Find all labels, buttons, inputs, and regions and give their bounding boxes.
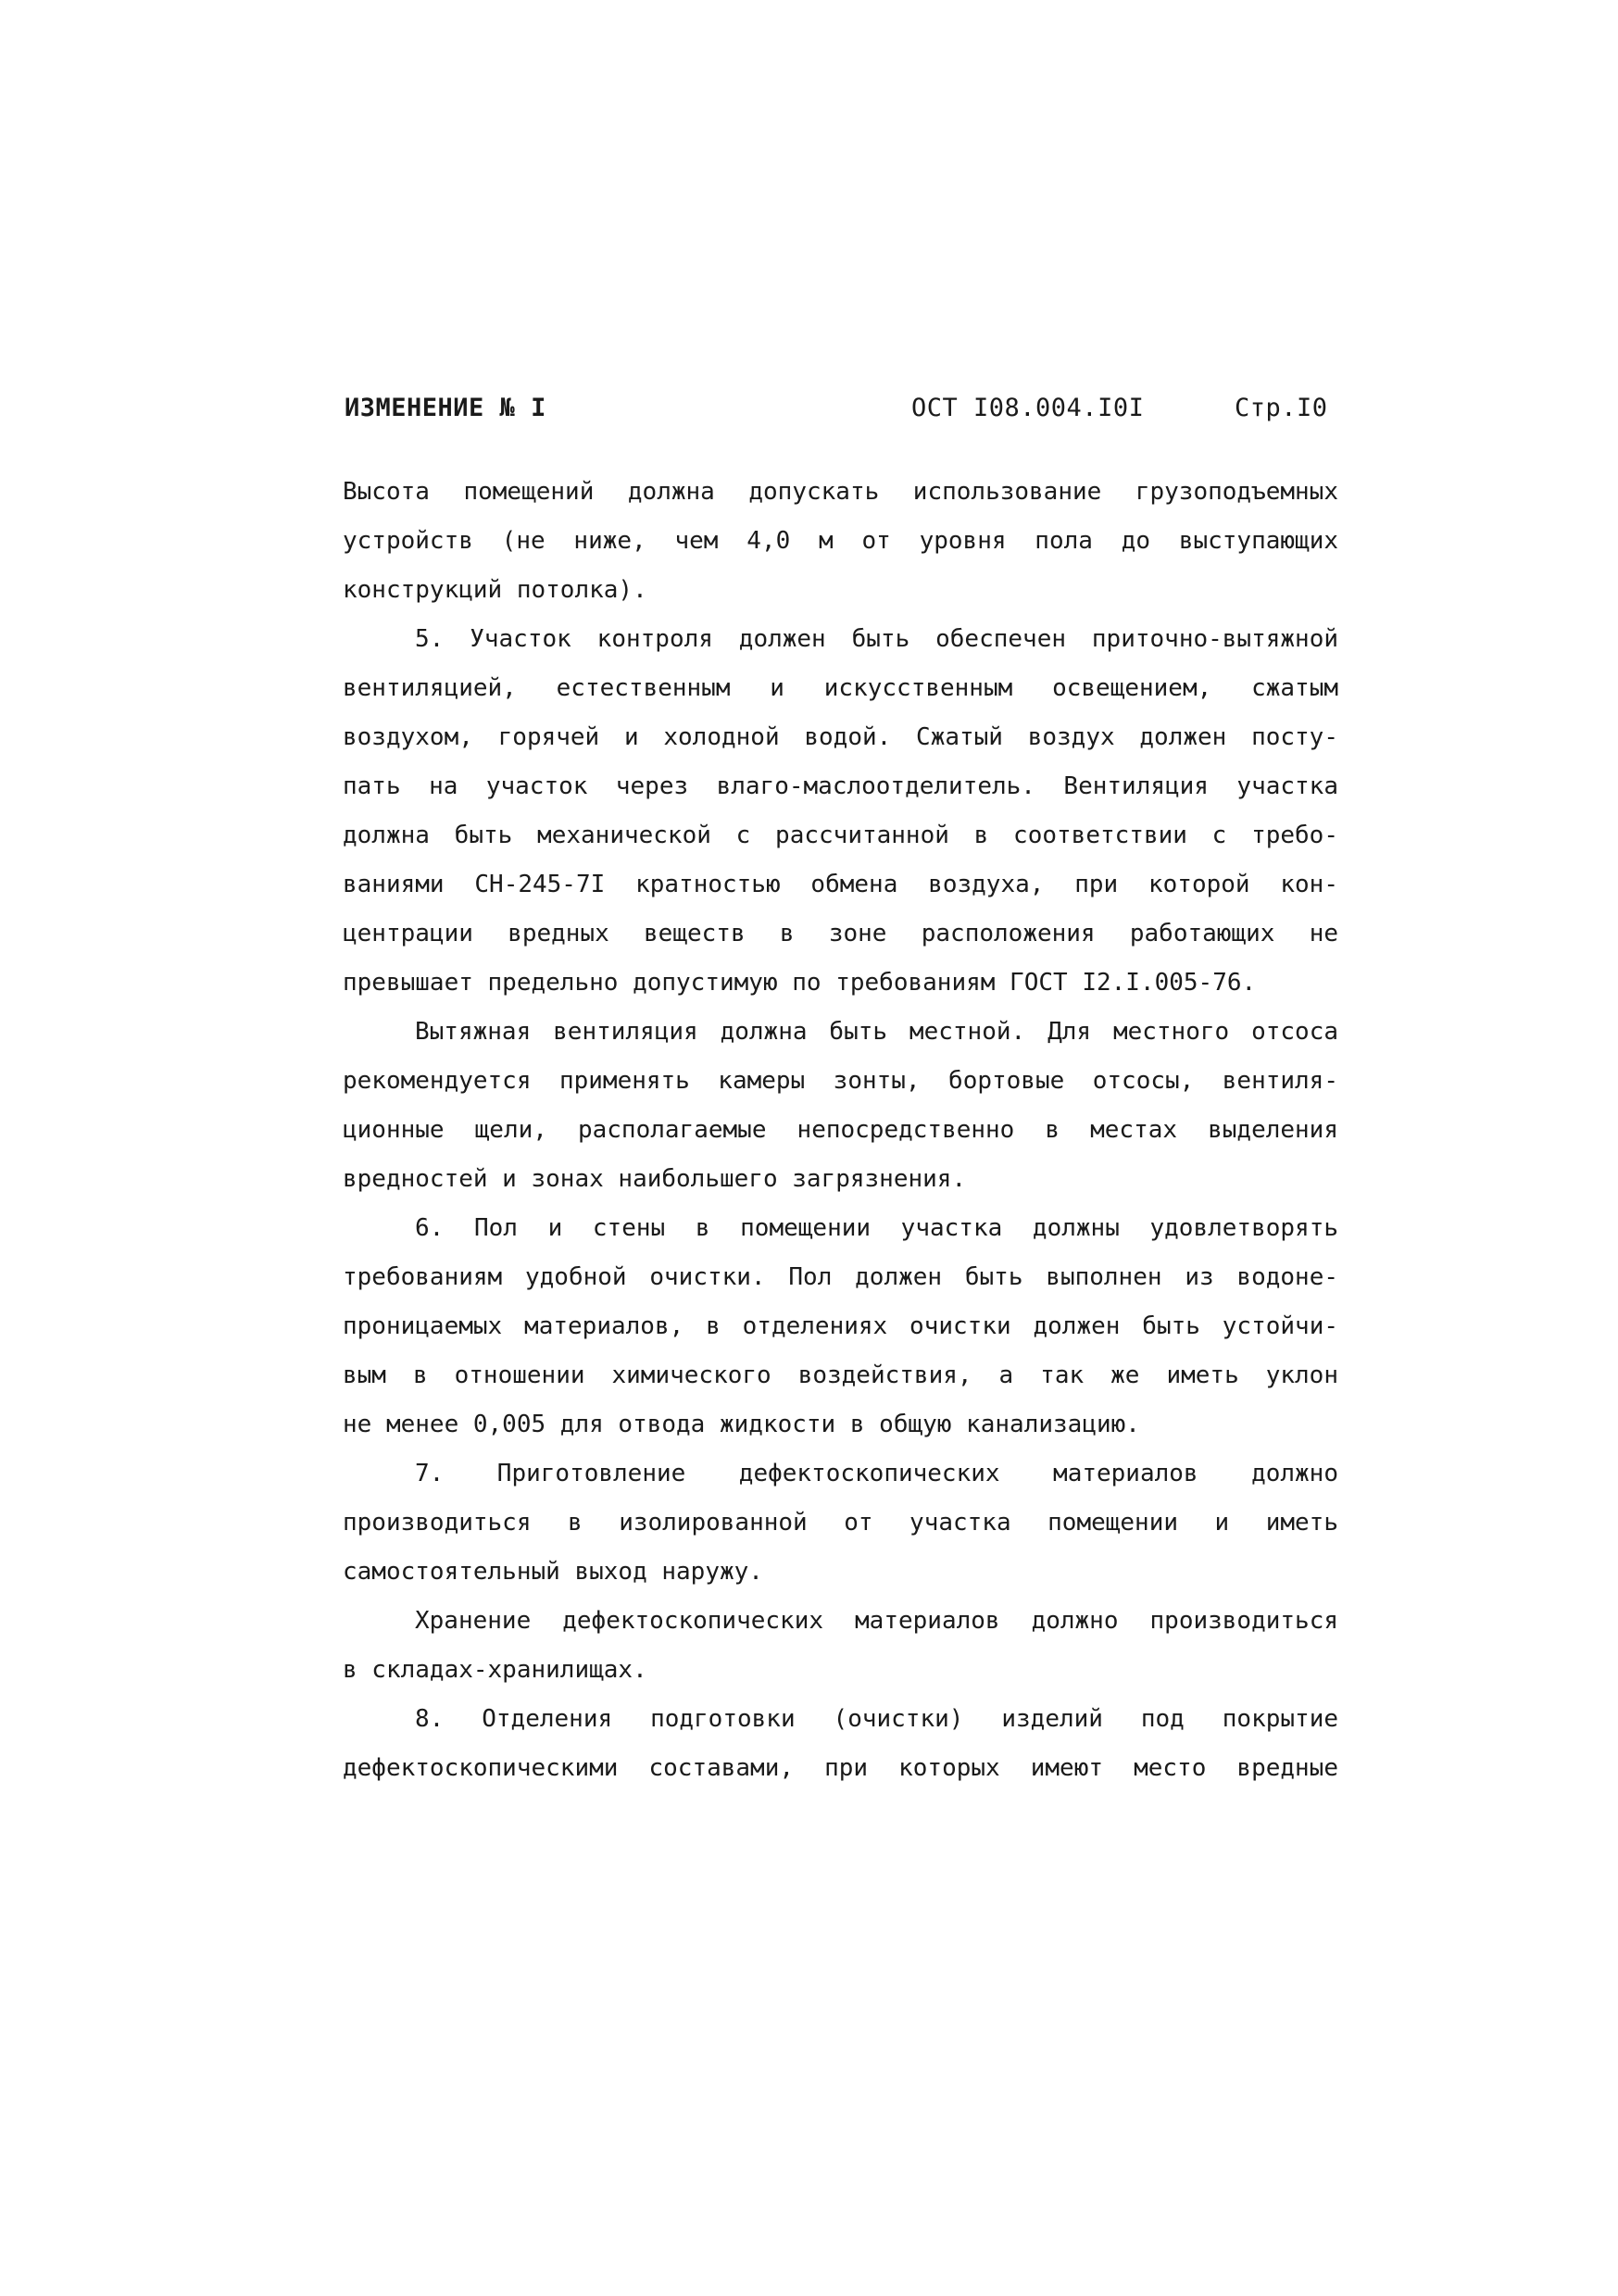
paragraph-storage bbox=[343, 1597, 1338, 1695]
text-line: вредностей и зонах наибольшего загрязнения. bbox=[343, 1165, 967, 1193]
text-line: дефектоскопическими составами, при которых имеют место вредные bbox=[343, 1754, 1338, 1782]
text-line: воздухом, горячей и холодной водой. Сжатый воздух должен посту- bbox=[343, 723, 1338, 751]
text-line: требованиям удобной очистки. Пол должен быть выполнен из водоне- bbox=[343, 1263, 1338, 1291]
text-line: Высота помещений должна допускать использование грузоподъемных bbox=[343, 478, 1338, 506]
text-line: Вытяжная вентиляция должна быть местной. Для местного отсоса bbox=[415, 1018, 1338, 1046]
text-line: проницаемых материалов, в отделениях очистки должен быть устойчи- bbox=[343, 1312, 1338, 1340]
text-line: 7. Приготовление дефектоскопических материалов должно bbox=[415, 1460, 1338, 1487]
text-line: 8. Отделения подготовки (очистки) изделий под покрытие bbox=[415, 1705, 1338, 1733]
text-line: устройств (не ниже, чем 4,0 м от уровня пола до выступающих bbox=[343, 527, 1338, 555]
text-line: должна быть механической с рассчитанной в соответствии с требо- bbox=[343, 822, 1338, 849]
text-line: 5. Участок контроля должен быть обеспечен приточно-вытяжной bbox=[415, 625, 1338, 653]
text-line: центрации вредных веществ в зоне расположения работающих не bbox=[343, 920, 1338, 947]
page-header bbox=[345, 394, 1345, 440]
page-number: Стр.I0 bbox=[1235, 394, 1328, 422]
standard-number: ОСТ I08.004.I0I bbox=[911, 394, 1145, 422]
text-line: ваниями СН-245-7I кратностью обмена воздуха, при которой кон- bbox=[343, 871, 1338, 898]
paragraph-exhaust bbox=[343, 1008, 1338, 1204]
text-line: 6. Пол и стены в помещении участка должны удовлетворять bbox=[415, 1214, 1338, 1242]
text-line: вым в отношении химического воздействия, а так же иметь уклон bbox=[343, 1361, 1338, 1389]
text-line: не менее 0,005 для отвода жидкости в общую канализацию. bbox=[343, 1411, 1140, 1438]
text-line: ционные щели, располагаемые непосредственно в местах выделения bbox=[343, 1116, 1338, 1144]
text-line: производиться в изолированной от участка помещении и иметь bbox=[343, 1509, 1338, 1537]
paragraph-room-height bbox=[343, 468, 1338, 615]
text-line: превышает предельно допустимую по требованиям ГОСТ I2.I.005-76. bbox=[343, 969, 1257, 997]
text-line: Хранение дефектоскопических материалов должно производиться bbox=[415, 1607, 1338, 1635]
body-text bbox=[343, 468, 1338, 1793]
text-line: рекомендуется применять камеры зонты, бортовые отсосы, вентиля- bbox=[343, 1067, 1338, 1095]
text-line: конструкций потолка). bbox=[343, 576, 647, 604]
paragraph-7-preparation bbox=[343, 1449, 1338, 1597]
text-line: пать на участок через влаго-маслоотделитель. Вентиляция участка bbox=[343, 772, 1338, 800]
text-line: вентиляцией, естественным и искусственным освещением, сжатым bbox=[343, 674, 1338, 702]
paragraph-5-ventilation bbox=[343, 615, 1338, 1008]
change-number: ИЗМЕНЕНИЕ № I bbox=[345, 394, 546, 422]
paragraph-6-floor bbox=[343, 1204, 1338, 1449]
text-line: в складах-хранилищах. bbox=[343, 1656, 647, 1684]
text-line: самостоятельный выход наружу. bbox=[343, 1558, 763, 1586]
paragraph-8-cleaning bbox=[343, 1695, 1338, 1793]
